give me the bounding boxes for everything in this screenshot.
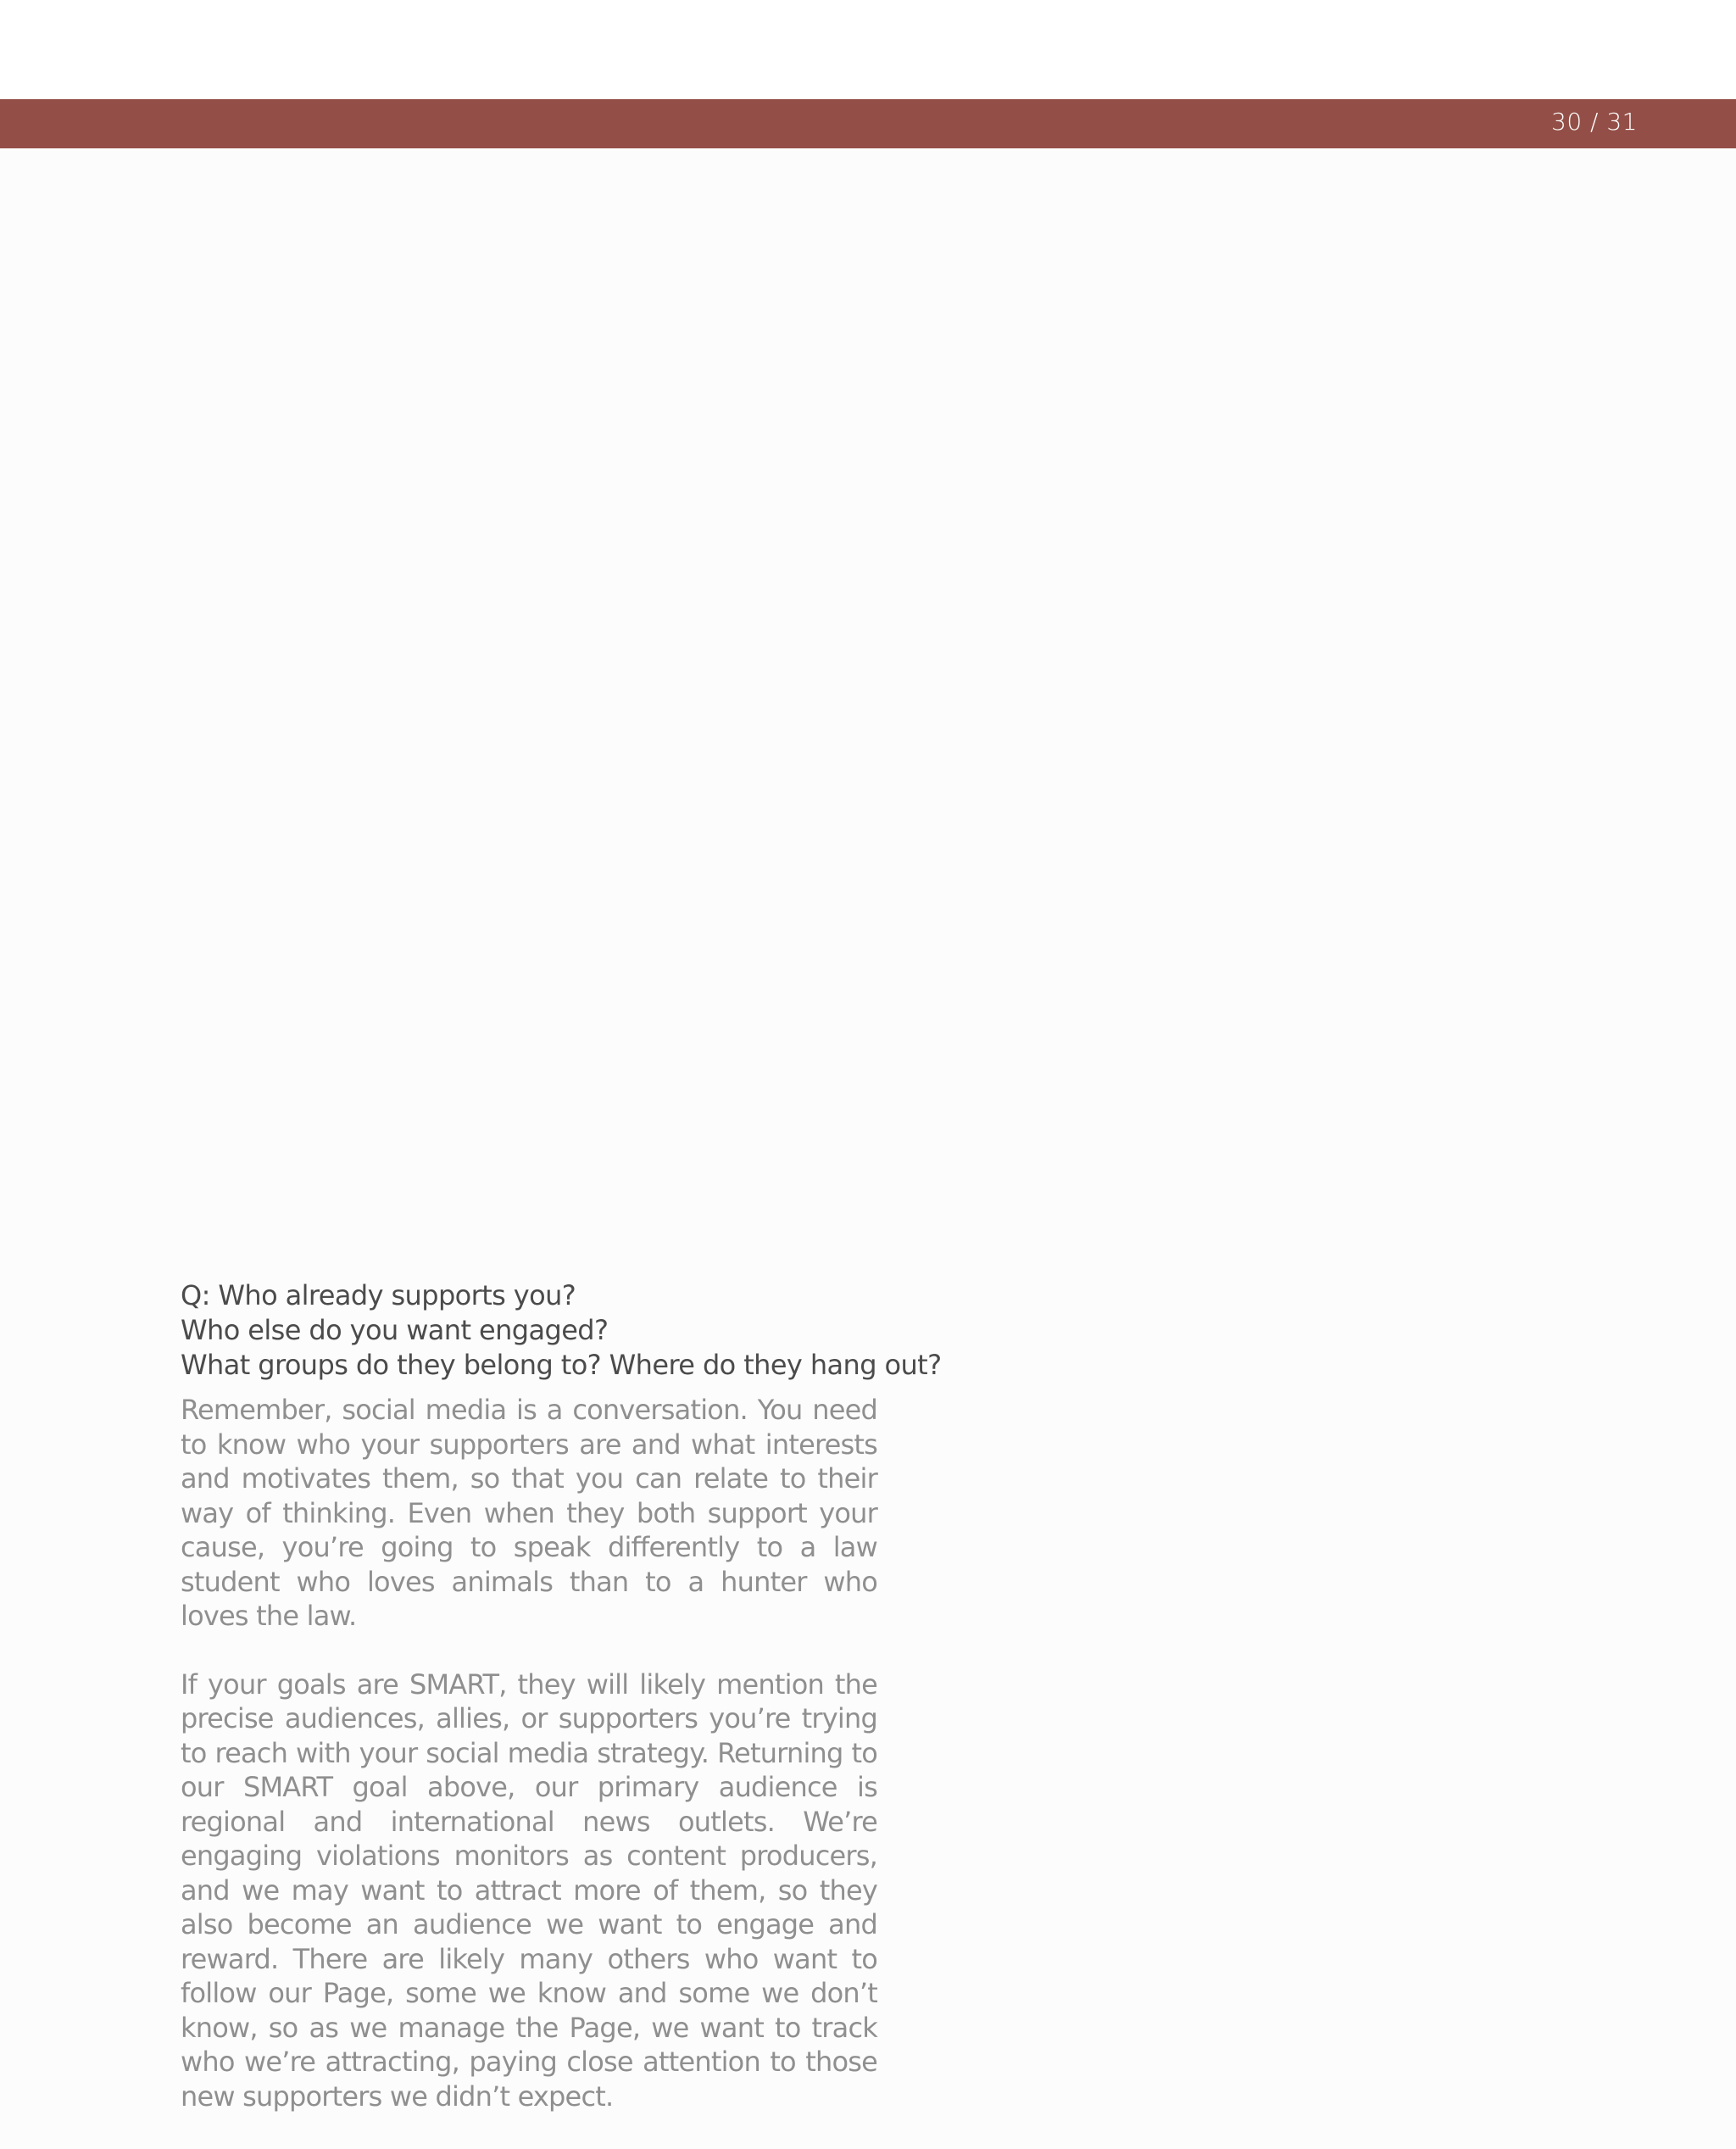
question-heading <box>181 1278 942 1383</box>
header-bar <box>0 99 1736 148</box>
question-line-3: What groups do they belong to? Where do they hang out? <box>181 1349 942 1381</box>
question-line-1: Q: Who already supports you? <box>181 1279 576 1311</box>
page-top-margin <box>0 0 1736 99</box>
question-line-2: Who else do you want engaged? <box>181 1314 609 1346</box>
paragraph-2: If your goals are SMART, they will likely mention the precise audiences, allies, or supporters you’re trying to reach with your social media strategy. Returning to our SMART goal above, our primary audience is regional and international news outlets. We’re engaging violations monitors as content producers, and we may want to attract more of them, so they also become an audience we want to engage and reward. There are likely many others who want to follow our Page, some we know and some we don’t know, so as we manage the Page, we want to track who we’re attracting, paying close attention to those new supporters we didn’t expect. <box>181 1667 877 2113</box>
content-block <box>181 1278 942 2113</box>
page-number: 30 / 31 <box>1551 108 1638 136</box>
paragraph-1: Remember, social media is a conversation. You need to know who your supporters are and what interests and motivates them, so that you can relate to their way of thinking. Even when they both support your cause, you’re going to speak differently to a law student who loves animals than to a hunter who loves the law. <box>181 1394 877 1632</box>
